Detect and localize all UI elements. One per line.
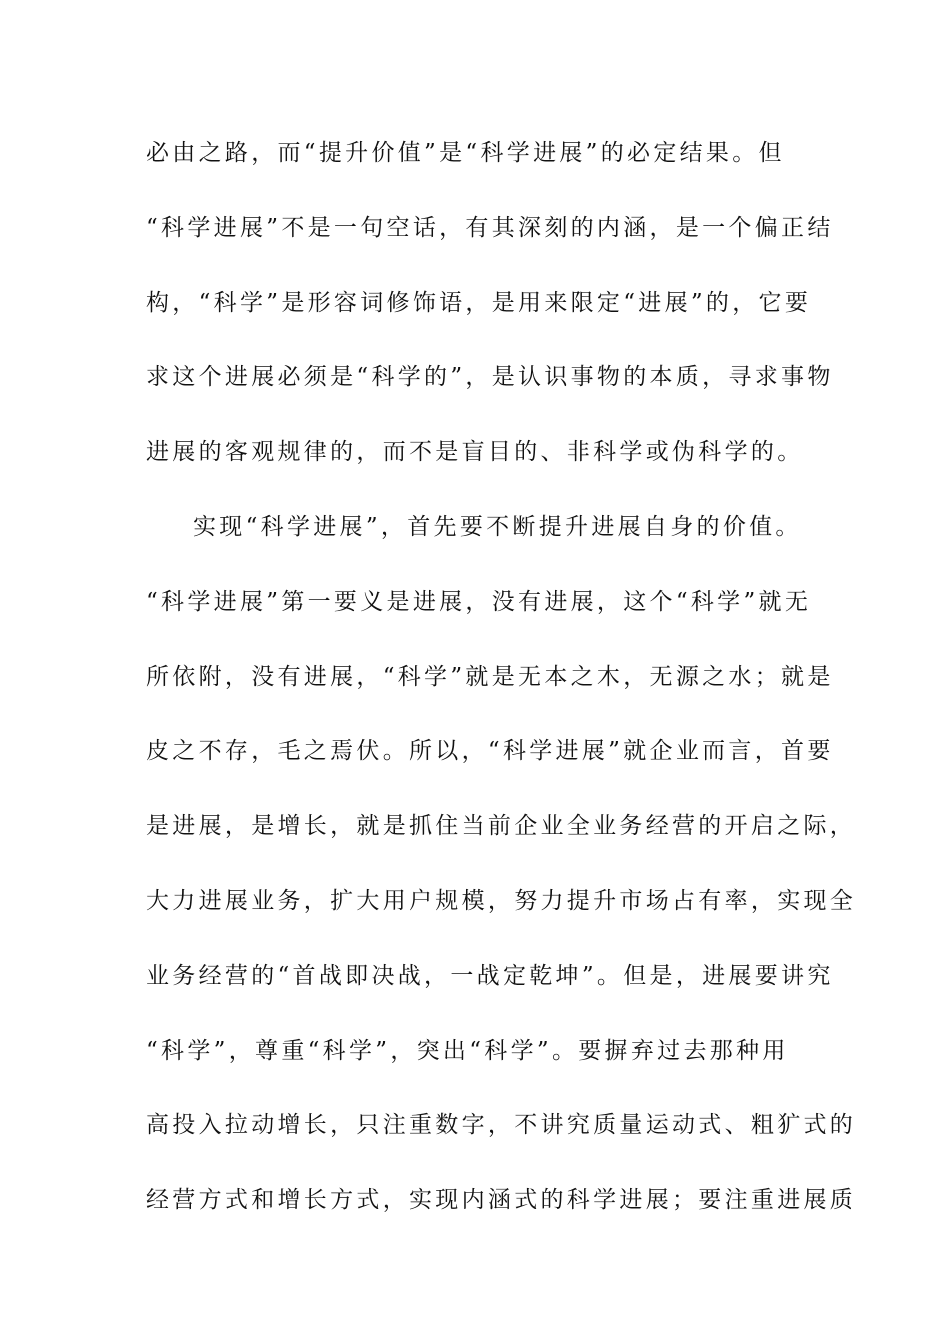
body-text <box>146 127 857 1249</box>
text-line: 进展的客观规律的，而不是盲目的、非科学或伪科学的。 <box>146 439 804 466</box>
text-line: 皮之不存，毛之焉伏。所以，“科学进展”就企业而言，首要 <box>146 738 834 765</box>
text-line: “科学进展”不是一句空话，有其深刻的内涵，是一个偏正结 <box>146 214 834 241</box>
text-line: 是进展，是增长，就是抓住当前企业全业务经营的开启之际， <box>146 813 857 840</box>
paragraph-first-line: 实现“科学进展”，首先要不断提升进展自身的价值。 <box>193 513 802 540</box>
text-line: “科学进展”第一要义是进展，没有进展，这个“科学”就无 <box>146 588 812 615</box>
text-line: “科学”，尊重“科学”，突出“科学”。要摒弃过去那种用 <box>146 1037 789 1064</box>
text-line: 必由之路，而“提升价值”是“科学进展”的必定结果。但 <box>146 140 785 166</box>
text-line: 求这个进展必须是“科学的”，是认识事物的本质，寻求事物 <box>146 364 834 391</box>
text-line: 业务经营的“首战即决战，一战定乾坤”。但是，进展要讲究 <box>146 962 834 989</box>
text-line: 经营方式和增长方式，实现内涵式的科学进展；要注重进展质 <box>146 1187 857 1214</box>
text-line: 高投入拉动增长，只注重数字，不讲究质量运动式、粗犷式的 <box>146 1112 857 1139</box>
text-line: 所依附，没有进展，“科学”就是无本之木，无源之水；就是 <box>146 663 834 690</box>
text-line: 构，“科学”是形容词修饰语，是用来限定“进展”的，它要 <box>146 289 812 316</box>
text-line: 大力进展业务，扩大用户规模，努力提升市场占有率，实现全 <box>146 887 857 914</box>
